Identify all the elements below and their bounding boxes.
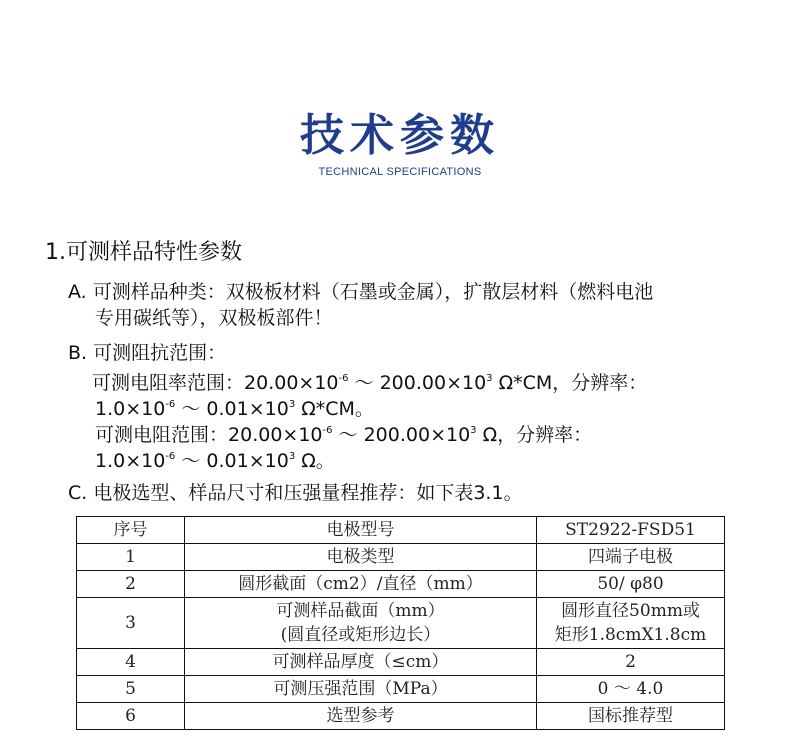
resistance-range-label: 可测电阻范围： <box>95 424 229 446</box>
resistance-resolution-unit: Ω。 <box>295 450 335 472</box>
table-row <box>77 544 725 571</box>
resistivity-range-low-exp: -6 <box>338 373 349 384</box>
table-cell-item-line2: (圆直径或矩形边长） <box>280 625 441 645</box>
table-cell-no: 3 <box>77 598 185 649</box>
table-cell-item: 选型参考 <box>185 703 537 730</box>
resistivity-range-low: 20.00×10 <box>244 372 339 394</box>
resistivity-resolution-low-exp: -6 <box>165 399 176 410</box>
item-a-line1: A. 可测样品种类：双极板材料（石墨或金属），扩散层材料（燃料电池 <box>68 281 654 303</box>
resistance-range-high: 200.00×10 <box>363 424 471 446</box>
table-cell-no: 4 <box>77 649 185 676</box>
table-row <box>77 649 725 676</box>
resistivity-range-high: 200.00×10 <box>379 372 487 394</box>
resistance-resolution-low-exp: -6 <box>165 451 176 462</box>
page-subtitle: TECHNICAL SPECIFICATIONS <box>318 166 482 178</box>
resistivity-range-sep: ～ <box>348 372 380 394</box>
section-heading: 1.可测样品特性参数 <box>45 240 242 265</box>
table-cell-value: 0 ～ 4.0 <box>537 676 725 703</box>
table-row <box>77 703 725 730</box>
resistance-range-unit: Ω，分辨率： <box>476 424 593 446</box>
resistivity-range-unit: Ω*CM，分辨率： <box>492 372 648 394</box>
table-cell-item-line1: 可测样品截面（mm） <box>276 601 445 621</box>
table-cell-value-line1: 圆形直径50mm或 <box>561 601 700 621</box>
resistivity-resolution-high: 0.01×10 <box>206 398 289 420</box>
resistance-resolution-low: 1.0×10 <box>95 450 166 472</box>
table-cell-no: 6 <box>77 703 185 730</box>
resistivity-resolution-high-exp: 3 <box>288 399 296 410</box>
resistance-range-low-exp: -6 <box>322 425 333 436</box>
table-header-item: 电极型号 <box>185 517 537 544</box>
resistance-resolution <box>95 444 335 474</box>
page-title: 技术参数 <box>300 110 500 161</box>
table-cell-value: 国标推荐型 <box>537 703 725 730</box>
table-row <box>77 676 725 703</box>
resistance-range-low: 20.00×10 <box>228 424 323 446</box>
resistivity-range-label: 可测电阻率范围： <box>92 372 245 394</box>
resistance-resolution-high: 0.01×10 <box>206 450 289 472</box>
table-header-row <box>77 517 725 544</box>
table-header-value: ST2922-FSD51 <box>537 517 725 544</box>
table-cell-value: 四端子电极 <box>537 544 725 571</box>
item-b-title: B. 可测阻抗范围： <box>68 342 227 364</box>
table-row <box>77 598 725 649</box>
resistance-range-sep: ～ <box>332 424 364 446</box>
resistivity-resolution-low: 1.0×10 <box>95 398 166 420</box>
table-cell-no: 2 <box>77 571 185 598</box>
resistivity-resolution-sep: ～ <box>175 398 207 420</box>
table-cell-value-line2: 矩形1.8cmX1.8cm <box>554 625 707 645</box>
table-cell-item: 可测压强范围（MPa） <box>185 676 537 703</box>
table-cell-item: 圆形截面（cm2）/直径（mm） <box>185 571 537 598</box>
resistance-range-high-exp: 3 <box>470 425 477 436</box>
table-row <box>77 571 725 598</box>
table-cell-value: 50/ φ80 <box>537 571 725 598</box>
spec-table <box>76 516 725 730</box>
resistivity-range-high-exp: 3 <box>486 373 493 384</box>
table-cell-no: 5 <box>77 676 185 703</box>
table-cell-item: 电极类型 <box>185 544 537 571</box>
table-cell-item <box>185 598 537 649</box>
resistivity-resolution-unit: Ω*CM。 <box>295 398 374 420</box>
table-cell-value: 2 <box>537 649 725 676</box>
item-c: C. 电极选型、样品尺寸和压强量程推荐：如下表3.1。 <box>68 482 523 504</box>
table-cell-item: 可测样品厚度（≤cm） <box>185 649 537 676</box>
resistance-resolution-sep: ～ <box>175 450 207 472</box>
table-header-no: 序号 <box>77 517 185 544</box>
resistance-resolution-high-exp: 3 <box>288 451 296 462</box>
table-cell-value <box>537 598 725 649</box>
item-a-line2: 专用碳纸等），双极板部件！ <box>95 307 333 329</box>
table-cell-no: 1 <box>77 544 185 571</box>
